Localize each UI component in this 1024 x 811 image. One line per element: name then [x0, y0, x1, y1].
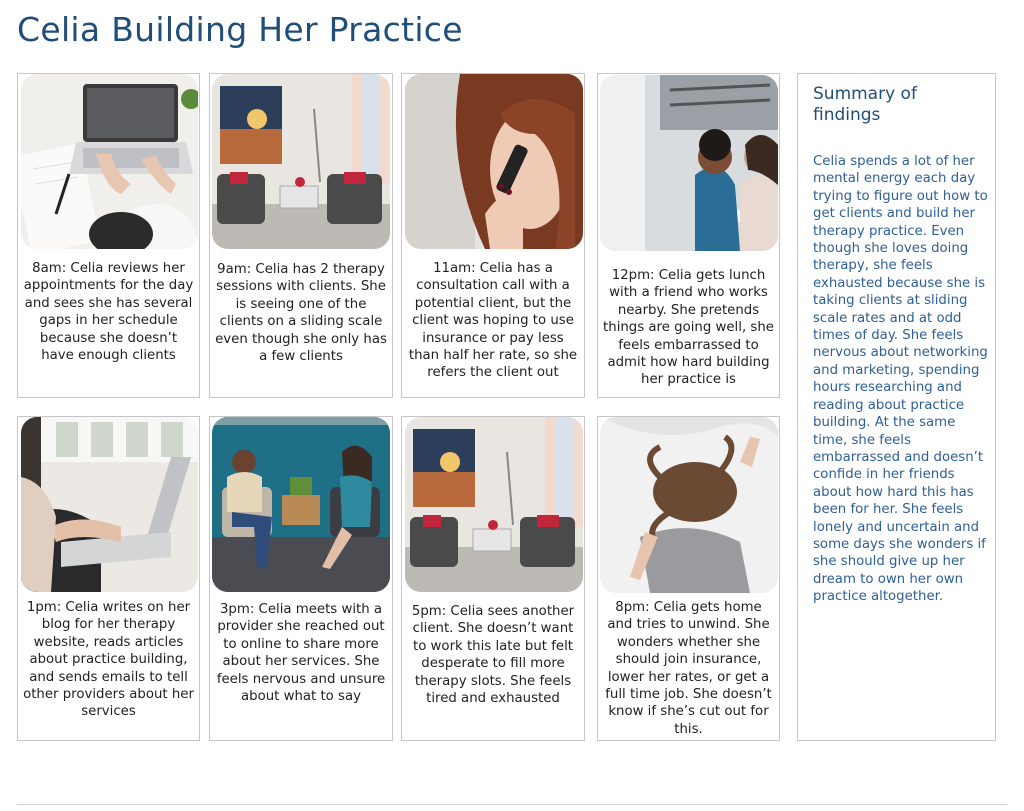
footer-divider [17, 804, 1007, 805]
story-card-3pm [209, 416, 393, 741]
summary-body: Celia spends a lot of her mental energy each day trying to figure out how to get clients and build her therapy practice. Even though she loves doing therapy, she feels exhausted because she is taking clients at sliding scale rates and at odd times of day. She feels nervous about networking and marketing, spending hours researching and reading about practice building. At the same time, she feels embarrassed and doesn’t confide in her friends about how hard this has been for her. She feels lonely and uncertain and some days she wonders if she should give up her dream to own her own practice altogether. [813, 154, 988, 605]
story-card-11am [401, 73, 585, 398]
therapy-office-photo [405, 417, 583, 592]
story-card-8am [17, 73, 200, 398]
meeting-photo [212, 417, 390, 592]
story-caption: 9am: Celia has 2 therapy sessions with clients. She is seeing one of the clients on a sliding scale even though she only has a few clients [215, 262, 387, 365]
story-caption: 3pm: Celia meets with a provider she reached out to online to share more about her services. She feels nervous and unsure about what to say [216, 602, 386, 705]
lying-in-bed-photo [600, 417, 778, 593]
story-card-8pm [597, 416, 780, 741]
story-caption: 11am: Celia has a consultation call with a potential client, but the client was hoping to use insurance or pay less than half her rate, so she refers the client out [408, 261, 578, 381]
story-caption: 12pm: Celia gets lunch with a friend who works nearby. She pretends things are going well, she feels embarrassed to admit how hard building her practice is [603, 268, 774, 388]
story-caption: 1pm: Celia writes on her blog for her therapy website, reads articles about practice building, and sends emails to tell other providers about her services [23, 600, 194, 720]
page-title: Celia Building Her Practice [17, 10, 463, 49]
therapy-office-photo [212, 74, 390, 249]
story-caption: 8pm: Celia gets home and tries to unwind. She wonders whether she should join insurance, lower her rates, or get a full time job. She doesn’t know if she’s cut out for this. [605, 600, 772, 737]
typing-laptop-photo [21, 417, 198, 592]
phone-call-photo [405, 74, 583, 249]
story-caption: 8am: Celia reviews her appointments for the day and sees she has several gaps in her schedule because she doesn’t have enough clients [23, 261, 194, 364]
summary-panel [797, 73, 996, 741]
story-card-12pm [597, 73, 780, 398]
story-card-9am [209, 73, 393, 398]
story-caption: 5pm: Celia sees another client. She doesn’t want to work this late but felt desperate to fill more therapy slots. She feels tired and exhausted [411, 604, 575, 707]
story-card-5pm [401, 416, 585, 741]
laptop-planner-photo [21, 74, 198, 249]
lunch-friends-photo [600, 75, 778, 251]
summary-heading: Summary of findings [813, 84, 917, 125]
story-card-1pm [17, 416, 200, 741]
